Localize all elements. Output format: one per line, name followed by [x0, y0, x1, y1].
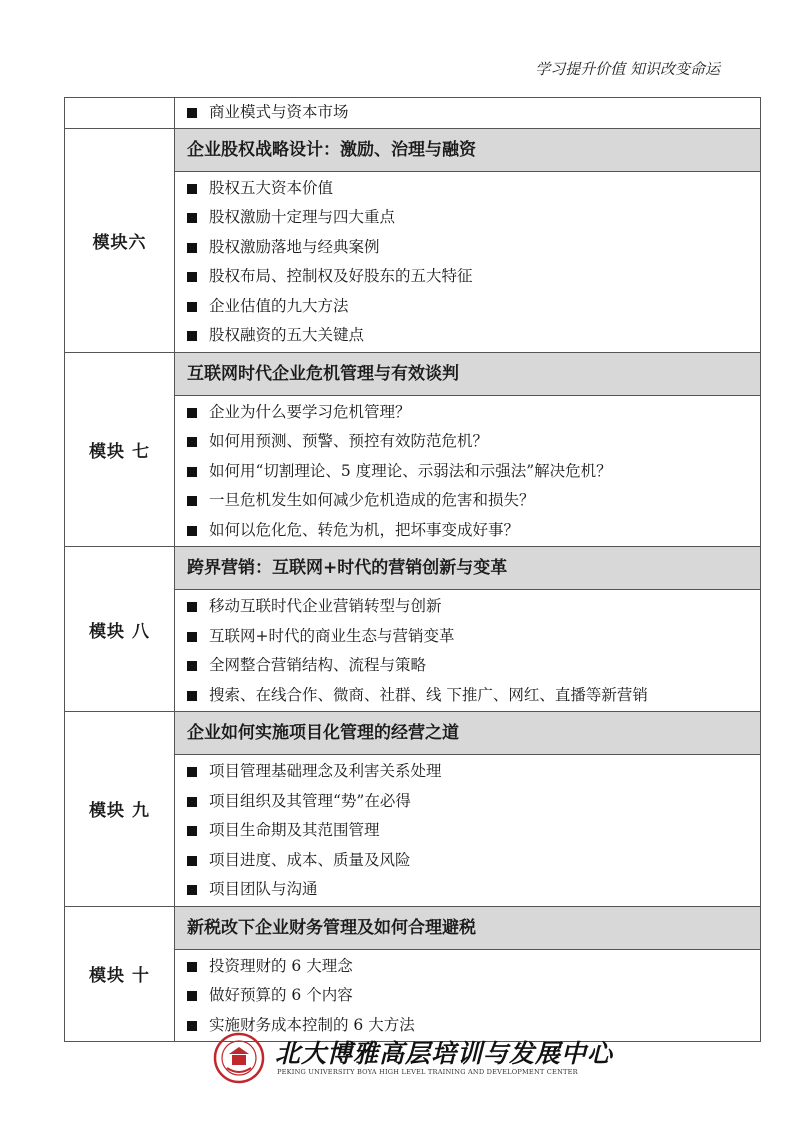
square-bullet-icon: [187, 184, 197, 194]
square-bullet-icon: [187, 602, 197, 612]
square-bullet-icon: [187, 408, 197, 418]
module-label: 模块 八: [65, 547, 175, 712]
module-title: 互联网时代企业危机管理与有效谈判: [175, 353, 760, 396]
item-text: 投资理财的 6 大理念: [209, 956, 353, 975]
square-bullet-icon: [187, 991, 197, 1001]
university-seal-icon: [213, 1032, 265, 1084]
item-text: 实施财务成本控制的 6 大方法: [209, 1015, 415, 1034]
list-item: [175, 787, 760, 817]
list-item: [175, 398, 760, 428]
list-item: [175, 875, 760, 905]
square-bullet-icon: [187, 691, 197, 701]
item-text: 股权融资的五大关键点: [209, 326, 365, 344]
module-items: [175, 396, 760, 547]
item-text: 项目进度、成本、质量及风险: [209, 850, 411, 869]
list-item: [175, 622, 760, 652]
item-text: 项目生命期及其范围管理: [209, 821, 380, 839]
module-items: [175, 950, 760, 1042]
list-item: [175, 457, 760, 487]
square-bullet-icon: [187, 632, 197, 642]
item-text: 股权激励落地与经典案例: [209, 237, 380, 256]
item-text: 项目组织及其管理“势”在必得: [209, 791, 411, 810]
module-label: 模块 十: [65, 906, 175, 1042]
list-item: [175, 233, 760, 263]
list-item: [175, 816, 760, 846]
list-item: [175, 98, 760, 128]
module-row: [65, 712, 761, 907]
list-item: [175, 681, 760, 711]
item-text: 项目团队与沟通: [209, 880, 318, 898]
module-title: 企业股权战略设计：激励、治理与融资: [175, 129, 760, 172]
list-item: [175, 981, 760, 1011]
square-bullet-icon: [187, 856, 197, 866]
curriculum-table: [64, 97, 761, 1042]
module-row: [65, 547, 761, 712]
module-label: 模块六: [65, 128, 175, 352]
item-text: 企业估值的九大方法: [209, 296, 349, 315]
square-bullet-icon: [187, 108, 197, 118]
org-name-en: PEKING UNIVERSITY BOYA HIGH LEVEL TRAINING AND DEVELOPMENT CENTER: [277, 1068, 578, 1076]
module-title: 企业如何实施项目化管理的经营之道: [175, 712, 760, 755]
square-bullet-icon: [187, 962, 197, 972]
module-content: [175, 712, 761, 907]
continuation-row: [65, 98, 761, 129]
module-label: 模块 九: [65, 712, 175, 907]
continuation-label-cell: [65, 98, 175, 129]
module-items: [175, 755, 760, 906]
list-item: [175, 321, 760, 351]
item-text: 全网整合营销结构、流程与策略: [209, 656, 427, 674]
list-item: [175, 516, 760, 546]
square-bullet-icon: [187, 797, 197, 807]
item-text: 一旦危机发生如何减少危机造成的危害和损失？: [209, 491, 535, 509]
square-bullet-icon: [187, 243, 197, 253]
square-bullet-icon: [187, 1021, 197, 1031]
item-text: 如何用预测、预警、预控有效防范危机？: [209, 432, 489, 450]
list-item: [175, 592, 760, 622]
square-bullet-icon: [187, 767, 197, 777]
item-text: 做好预算的 6 个内容: [209, 986, 353, 1004]
item-text: 如何以危化危、转危为机，把坏事变成好事？: [209, 520, 520, 539]
module-label: 模块 七: [65, 352, 175, 547]
square-bullet-icon: [187, 661, 197, 671]
list-item: [175, 757, 760, 787]
square-bullet-icon: [187, 331, 197, 341]
item-text: 股权激励十定理与四大重点: [209, 208, 396, 226]
list-item: [175, 262, 760, 292]
item-text: 股权布局、控制权及好股东的五大特征: [209, 267, 473, 285]
list-item: [175, 651, 760, 681]
item-text: 互联网+时代的商业生态与营销变革: [209, 626, 455, 645]
module-content: [175, 352, 761, 547]
list-item: [175, 292, 760, 322]
square-bullet-icon: [187, 437, 197, 447]
list-item: [175, 846, 760, 876]
module-title: 新税改下企业财务管理及如何合理避税: [175, 907, 760, 950]
module-items: [175, 590, 760, 711]
square-bullet-icon: [187, 496, 197, 506]
header-slogan: 学习提升价值 知识改变命运: [535, 60, 720, 78]
org-name-cn: 北大博雅高层培训与发展中心: [275, 1039, 614, 1068]
item-text: 如何用“切割理论、5 度理论、示弱法和示强法”解决危机？: [209, 461, 612, 480]
item-text: 商业模式与资本市场: [209, 103, 349, 121]
item-text: 股权五大资本价值: [209, 178, 334, 197]
square-bullet-icon: [187, 272, 197, 282]
item-text: 搜索、在线合作、微商、社群、线 下推广、网红、直播等新营销: [209, 685, 648, 704]
module-content: [175, 906, 761, 1042]
module-row: [65, 906, 761, 1042]
square-bullet-icon: [187, 826, 197, 836]
list-item: [175, 952, 760, 982]
square-bullet-icon: [187, 213, 197, 223]
module-row: [65, 352, 761, 547]
item-text: 移动互联时代企业营销转型与创新: [209, 597, 442, 615]
module-content: [175, 128, 761, 352]
list-item: [175, 203, 760, 233]
item-text: 项目管理基础理念及利害关系处理: [209, 762, 442, 780]
square-bullet-icon: [187, 467, 197, 477]
list-item: [175, 174, 760, 204]
continuation-items-cell: [175, 98, 761, 129]
square-bullet-icon: [187, 302, 197, 312]
module-row: [65, 128, 761, 352]
module-title: 跨界营销：互联网+时代的营销创新与变革: [175, 547, 760, 590]
list-item: [175, 427, 760, 457]
module-items: [175, 172, 760, 352]
module-content: [175, 547, 761, 712]
square-bullet-icon: [187, 526, 197, 536]
footer-logo: [213, 1032, 614, 1084]
item-text: 企业为什么要学习危机管理？: [209, 402, 411, 421]
square-bullet-icon: [187, 885, 197, 895]
list-item: [175, 486, 760, 516]
